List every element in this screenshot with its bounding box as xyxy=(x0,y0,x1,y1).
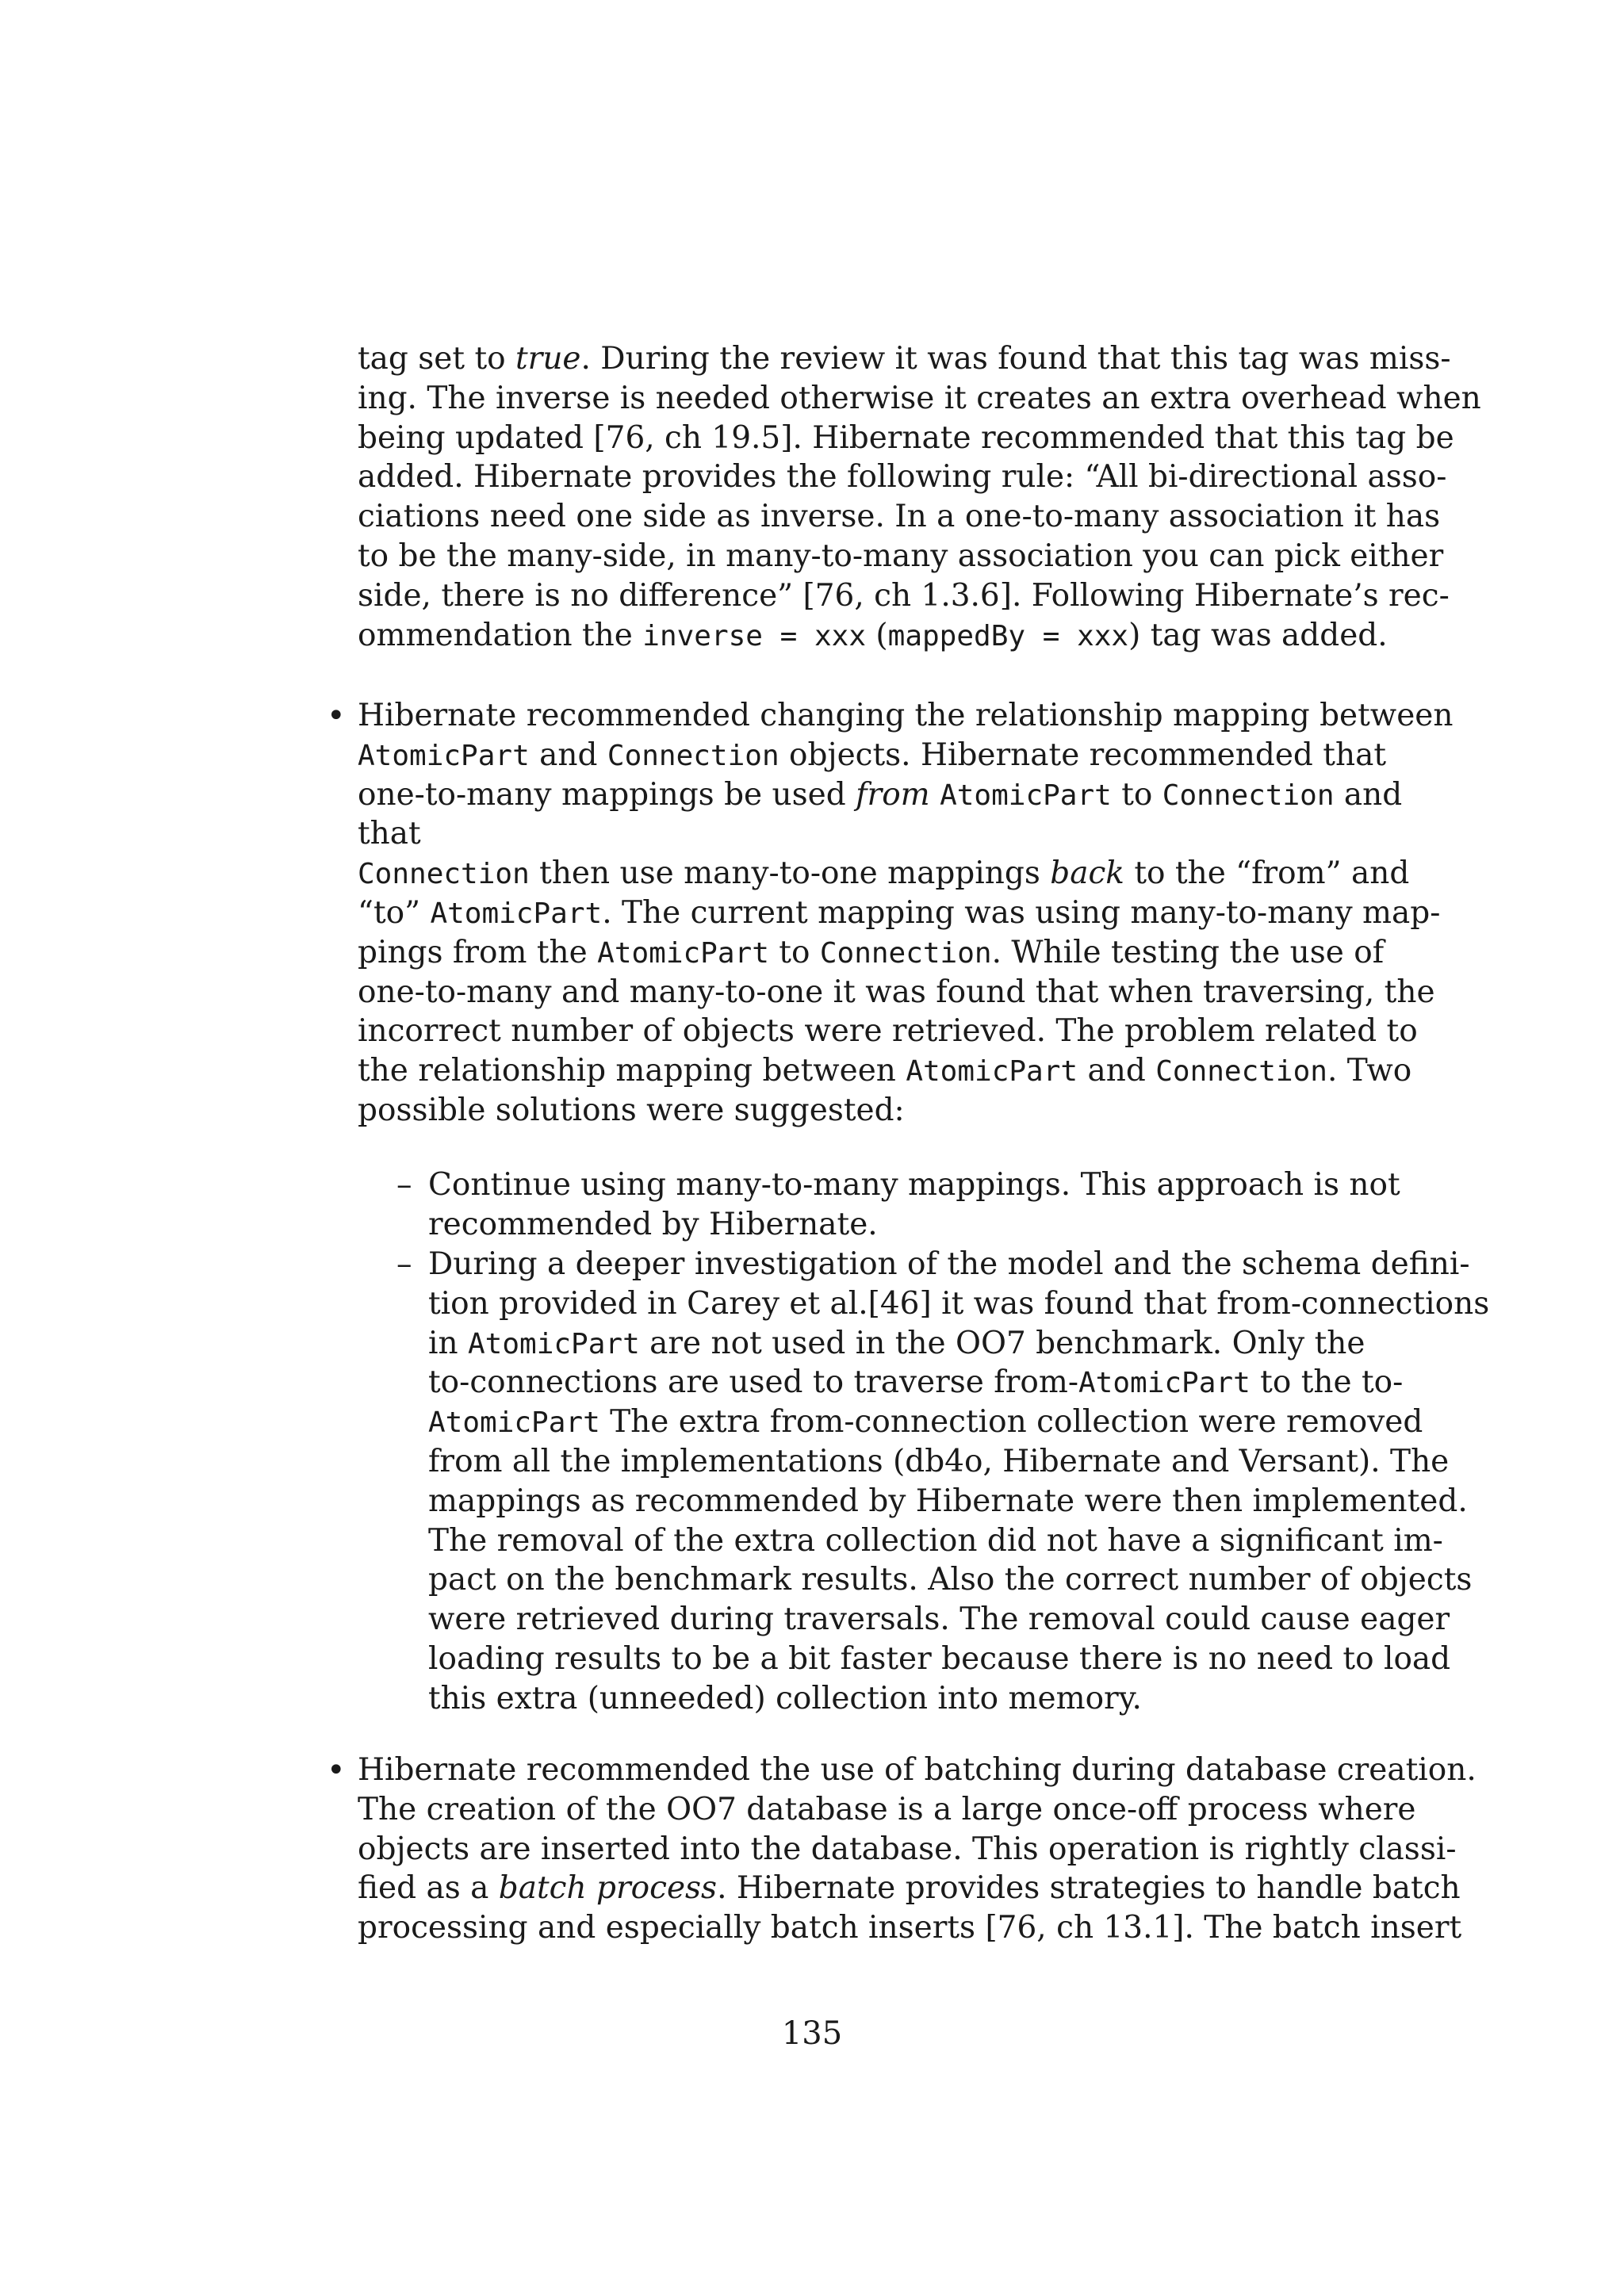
code-identifier: AtomicPart xyxy=(597,936,769,970)
text-line xyxy=(428,1679,1344,1719)
code-identifier: mappedBy = xxx xyxy=(887,619,1129,652)
text-line xyxy=(428,1560,1473,1600)
text-run: and xyxy=(529,737,607,773)
text-run xyxy=(930,777,940,813)
text-run: fied as a xyxy=(358,1870,499,1907)
text-line xyxy=(358,457,1447,497)
text-run: The removal of the extra collection did not have a significant im- xyxy=(428,1522,1443,1559)
text-line xyxy=(358,1012,1418,1051)
text-run: to xyxy=(768,934,820,970)
text-line xyxy=(358,933,1385,973)
code-identifier: Connection xyxy=(1155,1055,1327,1089)
text-run: mappings as recommended by Hibernate were then implemented. xyxy=(428,1483,1468,1519)
bullet-marker: • xyxy=(327,698,346,734)
text-line xyxy=(358,696,1454,736)
text-run: then use many-to-one mappings xyxy=(529,855,1051,892)
text-line xyxy=(428,1245,1470,1284)
code-identifier: Connection xyxy=(358,858,530,891)
text-line xyxy=(358,1051,1412,1091)
text-line xyxy=(358,775,1403,815)
text-line xyxy=(358,854,1410,894)
text-run: ) tag was added. xyxy=(1128,617,1388,653)
page-number: 135 xyxy=(781,2015,843,2052)
code-identifier: Connection xyxy=(1162,779,1335,812)
text-run: and xyxy=(1078,1053,1156,1089)
text-line xyxy=(358,814,1344,854)
text-line xyxy=(428,1324,1365,1364)
dash-marker: – xyxy=(396,1246,412,1282)
text-run: to the to- xyxy=(1250,1364,1404,1401)
text-line xyxy=(358,339,1451,379)
text-run: . During the review it was found that this tag was miss- xyxy=(580,341,1451,377)
text-run: processing and especially batch inserts [76, ch 13.1]. The batch insert xyxy=(358,1910,1462,1946)
dash-marker: – xyxy=(396,1167,412,1203)
text-run: to-connections are used to traverse from- xyxy=(428,1364,1078,1401)
text-line xyxy=(358,894,1441,933)
text-run: pings from the xyxy=(358,934,598,970)
text-run: pact on the benchmark results. Also the correct number of objects xyxy=(428,1562,1473,1598)
text-run: possible solutions were suggested: xyxy=(358,1093,905,1128)
text-run: “to” xyxy=(358,895,431,931)
text-run: ommendation the xyxy=(358,617,643,653)
emphasis-text: true xyxy=(515,341,581,377)
text-run: one-to-many mappings be used xyxy=(358,776,856,813)
code-identifier: AtomicPart xyxy=(468,1327,640,1360)
text-run: that xyxy=(358,816,421,852)
text-run: tag set to xyxy=(358,341,515,377)
text-run: incorrect number of objects were retrieved. The problem related to xyxy=(358,1013,1418,1050)
code-identifier: AtomicPart xyxy=(906,1055,1078,1089)
text-run: . Two xyxy=(1327,1053,1412,1089)
text-line xyxy=(428,1442,1450,1482)
text-line xyxy=(428,1402,1423,1442)
text-line xyxy=(358,537,1444,576)
text-run: recommended by Hibernate. xyxy=(428,1206,878,1242)
text-line xyxy=(428,1482,1468,1521)
text-line xyxy=(358,973,1435,1012)
text-run: to the “from” and xyxy=(1124,855,1410,892)
text-line xyxy=(358,1908,1462,1948)
text-line xyxy=(358,576,1450,616)
text-run: to xyxy=(1111,776,1162,813)
text-run: . Hibernate provides strategies to handle batch xyxy=(717,1870,1461,1907)
emphasis-text: from xyxy=(856,776,930,813)
text-run: ing. The inverse is needed otherwise it creates an extra overhead when xyxy=(358,380,1481,416)
text-run: this extra (unneeded) collection into memory. xyxy=(428,1680,1142,1716)
text-line xyxy=(428,1284,1490,1324)
text-line xyxy=(358,1869,1461,1908)
text-run: Hibernate recommended the use of batching during database creation. xyxy=(358,1752,1477,1788)
text-line xyxy=(358,1830,1457,1869)
text-line xyxy=(428,1363,1404,1402)
text-run: Hibernate recommended changing the relationship mapping between xyxy=(358,698,1454,733)
text-run: The extra from-connection collection were removed xyxy=(599,1404,1423,1441)
emphasis-text: back xyxy=(1050,855,1124,892)
text-line xyxy=(358,497,1441,537)
text-run: the relationship mapping between xyxy=(358,1053,906,1089)
text-line xyxy=(358,419,1454,458)
text-run: During a deeper investigation of the model and the schema defini- xyxy=(428,1246,1470,1282)
text-run: and xyxy=(1334,776,1403,813)
code-identifier: AtomicPart xyxy=(430,897,603,930)
text-run: objects are inserted into the database. This operation is rightly classi- xyxy=(358,1831,1457,1867)
text-run: Continue using many-to-many mappings. This approach is not xyxy=(428,1167,1400,1203)
code-identifier: AtomicPart xyxy=(940,779,1112,812)
code-identifier: inverse = xxx xyxy=(642,619,867,652)
text-line xyxy=(358,1091,1344,1131)
text-line xyxy=(358,1751,1477,1790)
text-run: objects. Hibernate recommended that xyxy=(779,737,1386,773)
text-run: to be the many-side, in many-to-many association you can pick either xyxy=(358,538,1444,574)
text-run: loading results to be a bit faster because there is no need to load xyxy=(428,1641,1451,1677)
text-run: being updated [76, ch 19.5]. Hibernate recommended that this tag be xyxy=(358,419,1454,456)
text-run: tion provided in Carey et al.[46] it was found that from-connections xyxy=(428,1285,1490,1322)
code-identifier: Connection xyxy=(819,936,992,970)
text-run: ( xyxy=(866,617,888,653)
text-line xyxy=(358,616,1388,656)
text-run: added. Hibernate provides the following rule: “All bi-directional asso- xyxy=(358,459,1447,496)
text-line xyxy=(358,379,1481,419)
code-identifier: Connection xyxy=(607,739,779,772)
text-line xyxy=(358,736,1386,775)
text-run: in xyxy=(428,1325,468,1361)
text-run: The creation of the OO7 database is a large once-off process where xyxy=(358,1791,1416,1827)
text-run: are not used in the OO7 benchmark. Only the xyxy=(639,1325,1365,1361)
text-run: . While testing the use of xyxy=(991,934,1385,970)
bullet-marker: • xyxy=(327,1752,346,1789)
text-line xyxy=(428,1640,1451,1679)
text-run: ciations need one side as inverse. In a one-to-many association it has xyxy=(358,499,1441,535)
text-run: from all the implementations (db4o, Hibernate and Versant). The xyxy=(428,1444,1450,1479)
code-identifier: AtomicPart xyxy=(428,1406,600,1440)
text-line xyxy=(428,1205,1344,1245)
text-run: were retrieved during traversals. The removal could cause eager xyxy=(428,1601,1450,1638)
text-run: side, there is no difference” [76, ch 1.3.6]. Following Hibernate’s rec- xyxy=(358,577,1450,614)
text-line xyxy=(428,1521,1443,1561)
text-line xyxy=(358,1790,1416,1830)
text-run: . The current mapping was using many-to-many map- xyxy=(602,895,1441,931)
text-line xyxy=(428,1600,1450,1640)
text-run: one-to-many and many-to-one it was found that when traversing, the xyxy=(358,974,1435,1010)
text-line xyxy=(428,1165,1400,1205)
code-identifier: AtomicPart xyxy=(358,739,530,772)
code-identifier: AtomicPart xyxy=(1078,1367,1251,1400)
emphasis-text: batch process xyxy=(498,1870,718,1907)
